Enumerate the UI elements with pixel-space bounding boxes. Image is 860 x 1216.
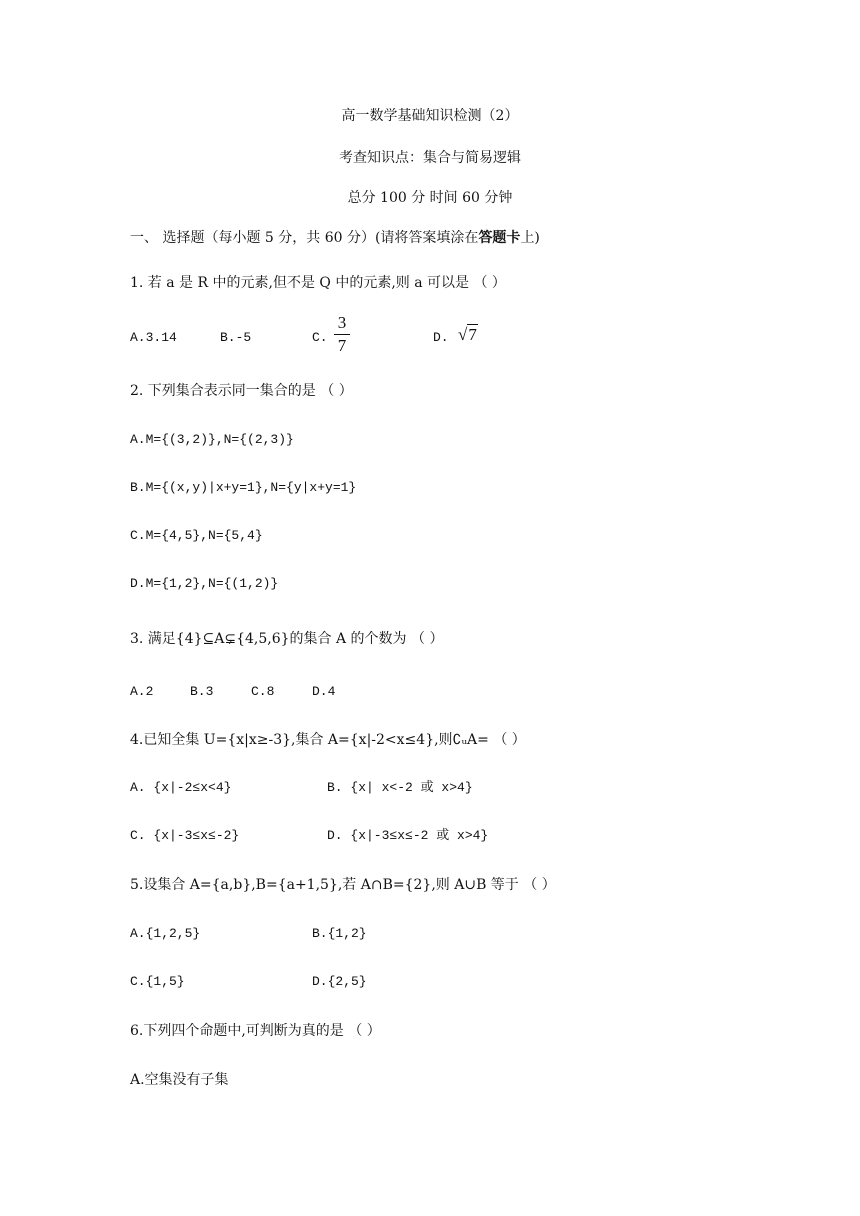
page-title: 高一数学基础知识检测（2） xyxy=(341,108,519,124)
section-heading-answer-card: 答题卡 xyxy=(478,230,521,246)
question-4-option-b: B. {x| x<-2 或 x>4} xyxy=(327,780,473,795)
question-6-stem: 6.下列四个命题中,可判断为真的是 （ ） xyxy=(130,1023,381,1039)
question-3-option-a: A.2 xyxy=(130,684,154,699)
page-subtitle-topics: 考查知识点：集合与简易逻辑 xyxy=(339,150,521,166)
question-4-option-a: A. {x|-2≤x<4} xyxy=(130,780,232,795)
section-heading-tail: 上) xyxy=(520,230,540,246)
sqrt-symbol: √ xyxy=(458,325,468,344)
question-2-option-b: B.M={(x,y)|x+y=1},N={y|x+y=1} xyxy=(130,480,357,495)
question-1-option-b: B.-5 xyxy=(220,330,252,345)
question-4-stem: 4.已知全集 U={x|x≥-3},集合 A={x|-2<x≤4},则∁ᵤA= （ ） xyxy=(130,732,526,748)
page-subtitle-score-time: 总分 100 分 时间 60 分钟 xyxy=(347,190,513,206)
question-1-option-c-fraction xyxy=(334,313,350,356)
fraction-bar xyxy=(334,334,350,335)
fraction-denominator: 7 xyxy=(337,336,347,355)
question-3-option-d: D.4 xyxy=(312,684,336,699)
question-4-option-d: D. {x|-3≤x≤-2 或 x>4} xyxy=(327,828,489,843)
question-5-option-a: A.{1,2,5} xyxy=(130,926,201,941)
question-2-option-c: C.M={4,5},N={5,4} xyxy=(130,528,263,543)
question-1-stem: 1. 若 a 是 R 中的元素,但不是 Q 中的元素,则 a 可以是 （ ） xyxy=(130,275,506,291)
question-2-option-d: D.M={1,2},N={(1,2)} xyxy=(130,576,279,591)
question-5-option-b: B.{1,2} xyxy=(312,926,367,941)
question-3-stem: 3. 满足{4}⊆A⊊{4,5,6}的集合 A 的个数为 （ ） xyxy=(130,631,444,647)
section-heading-text: 一、 选择题（每小题 5 分，共 60 分）(请将答案填涂在 xyxy=(130,230,479,246)
question-4-option-c: C. {x|-3≤x≤-2} xyxy=(130,828,240,843)
question-5-option-d: D.{2,5} xyxy=(312,974,367,989)
question-3-option-b: B.3 xyxy=(190,684,214,699)
question-5-option-c: C.{1,5} xyxy=(130,974,185,989)
question-2-option-a: A.M={(3,2)},N={(2,3)} xyxy=(130,432,294,447)
question-1-option-c-label: C. xyxy=(312,330,328,345)
question-2-stem: 2. 下列集合表示同一集合的是 （ ） xyxy=(130,383,353,399)
section-heading xyxy=(130,229,540,247)
question-3-option-c: C.8 xyxy=(251,684,275,699)
question-1-option-d-label: D. xyxy=(433,330,449,345)
sqrt-radicand: 7 xyxy=(468,325,477,344)
question-1-option-d-sqrt xyxy=(458,325,478,345)
fraction-numerator: 3 xyxy=(337,313,347,332)
question-1-option-a: A.3.14 xyxy=(130,330,177,345)
question-6-option-a: A.空集没有子集 xyxy=(130,1072,229,1088)
question-5-stem: 5.设集合 A={a,b},B={a+1,5},若 A∩B={2},则 A∪B 等于 （ ） xyxy=(130,877,556,893)
